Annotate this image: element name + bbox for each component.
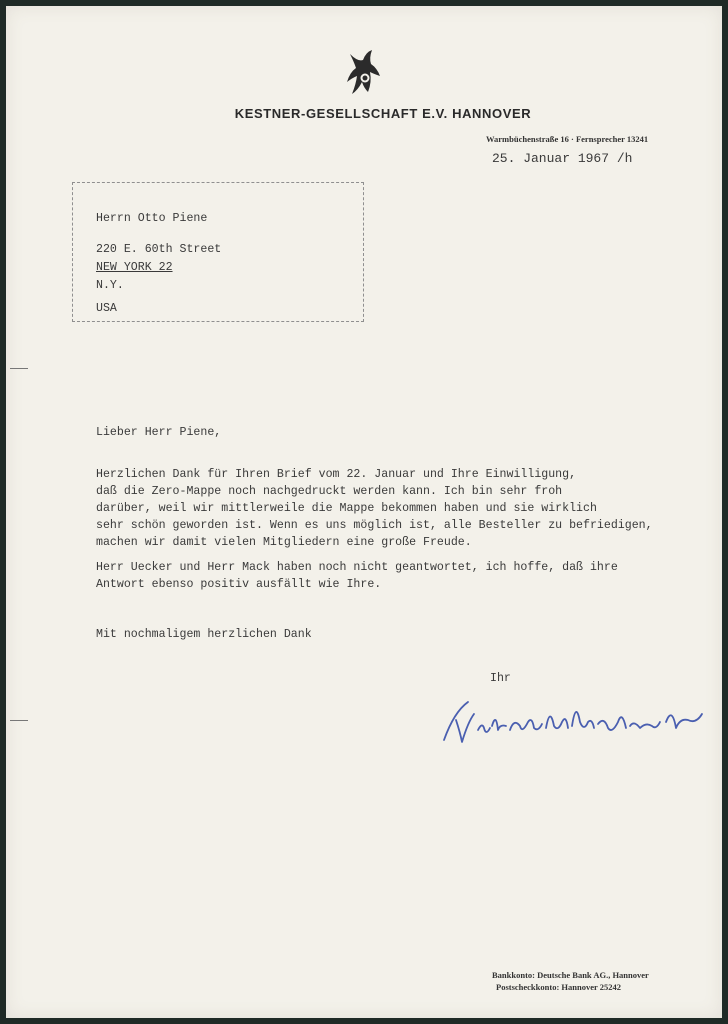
footer-postal: Postscheckkonto: Hannover 25242 (496, 982, 621, 992)
fold-mark (10, 720, 28, 721)
closing-word: Ihr (490, 672, 511, 685)
recipient-name: Herrn Otto Piene (96, 212, 208, 225)
body-line: machen wir damit vielen Mitgliedern eine große Freude. (96, 536, 472, 549)
salutation: Lieber Herr Piene, (96, 426, 222, 439)
body-line: Antwort ebenso positiv ausfällt wie Ihre. (96, 578, 382, 591)
fold-mark (10, 368, 28, 369)
footer-bank: Bankkonto: Deutsche Bank AG., Hannover (492, 970, 649, 980)
organization-name: KESTNER-GESELLSCHAFT E.V. HANNOVER (234, 106, 532, 121)
letter-date: 25. Januar 1967 /h (492, 151, 633, 166)
body-line: sehr schön geworden ist. Wenn es uns möglich ist, alle Besteller zu befriedigen, (96, 519, 653, 532)
letter-paper (6, 6, 722, 1018)
body-line: daß die Zero-Mappe noch nachgedruckt werden kann. Ich bin sehr froh (96, 485, 563, 498)
recipient-country: USA (96, 302, 117, 315)
body-line: Herr Uecker und Herr Mack haben noch nicht geantwortet, ich hoffe, daß ihre (96, 561, 618, 574)
closing: Mit nochmaligem herzlichen Dank (96, 628, 312, 641)
recipient-city: NEW YORK 22 (96, 261, 173, 274)
body-line: darüber, weil wir mittlerweile die Mappe bekommen haben und sie wirklich (96, 502, 597, 515)
recipient-street: 220 E. 60th Street (96, 243, 222, 256)
kestner-logo-icon (344, 48, 384, 100)
body-line: Herzlichen Dank für Ihren Brief vom 22. Januar und Ihre Einwilligung, (96, 468, 577, 481)
recipient-state: N.Y. (96, 279, 124, 292)
organization-address: Warmbüchenstraße 16 · Fernsprecher 13241 (486, 134, 649, 144)
handwritten-signature (434, 692, 709, 752)
